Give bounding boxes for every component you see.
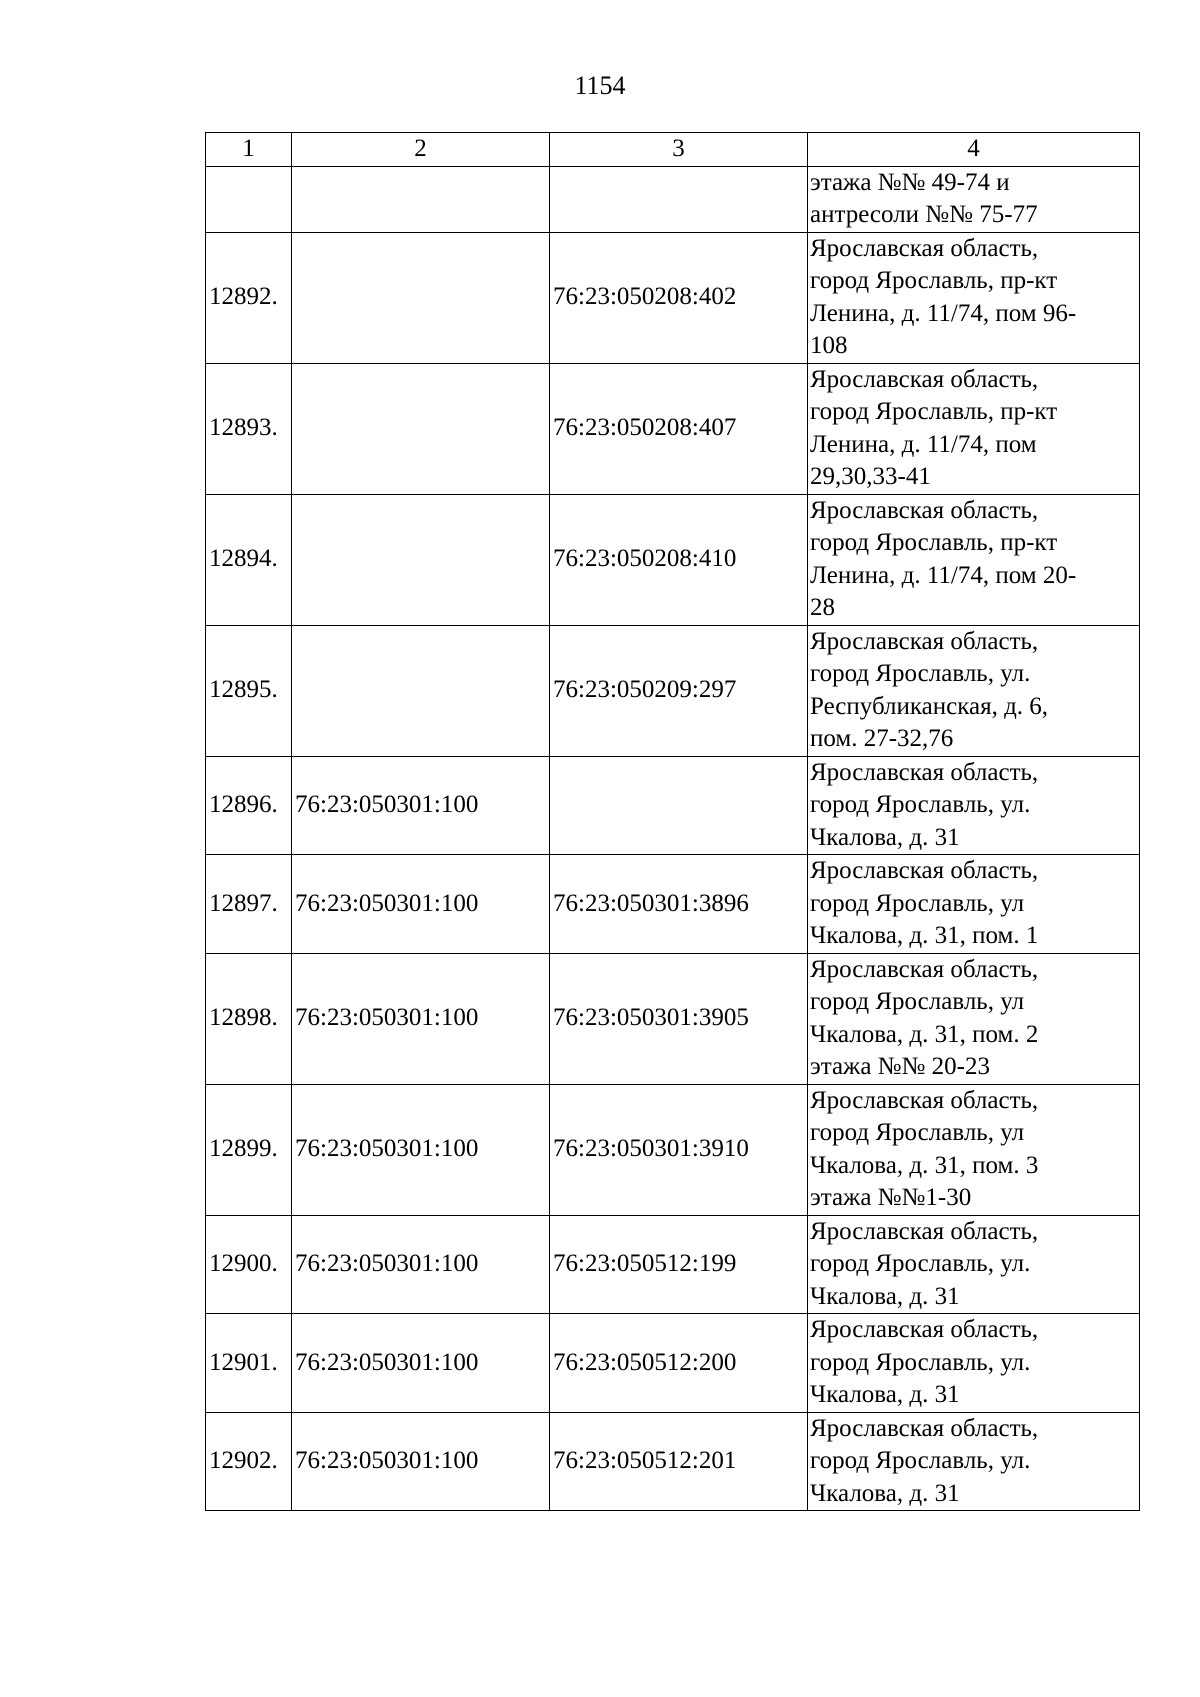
register-table-body (206, 133, 1140, 1511)
address-line: Ярославская область, (810, 234, 1039, 262)
address-line: Ленина, д. 11/74, пом 20- (810, 561, 1077, 589)
parcel-number-cell: 76:23:050301:100 (292, 1314, 550, 1413)
address-line: Чкалова, д. 31 (810, 1282, 960, 1310)
address-line: Республиканская, д. 6, (810, 692, 1049, 720)
address-line: 28 (810, 594, 835, 621)
address-cell (808, 756, 1140, 855)
address-line: город Ярославль, ул. (810, 1447, 1031, 1474)
address-line: город Ярославль, пр-кт (810, 398, 1058, 425)
table-row (206, 494, 1140, 625)
address-line: город Ярославль, ул. (810, 660, 1031, 687)
address-line: Ярославская область, (810, 1217, 1039, 1245)
address-line: Ленина, д. 11/74, пом 96- (810, 299, 1077, 327)
address-line: город Ярославль, ул. (810, 1348, 1031, 1376)
row-number-cell: 12895. (206, 625, 292, 756)
address-cell (808, 625, 1140, 756)
table-row (206, 1314, 1140, 1413)
table-row (206, 232, 1140, 363)
table-row (206, 1084, 1140, 1215)
address-line: город Ярославль, ул. (810, 791, 1031, 818)
address-cell (808, 1314, 1140, 1413)
register-table (205, 132, 1140, 1511)
parcel-number-cell: 76:23:050301:100 (292, 756, 550, 855)
address-line: Ярославская область, (810, 627, 1039, 655)
address-line: Чкалова, д. 31, пом. 1 (810, 922, 1039, 949)
address-line: Ярославская область, (810, 365, 1039, 393)
table-row (206, 166, 1140, 232)
address-line: этажа №№1-30 (810, 1184, 972, 1211)
cadastral-number-cell: 76:23:050301:3896 (550, 855, 808, 954)
table-row (206, 855, 1140, 954)
row-number-cell: 12897. (206, 855, 292, 954)
address-line: Чкалова, д. 31, пом. 2 (810, 1020, 1039, 1048)
parcel-number-cell (292, 232, 550, 363)
column-header-3: 3 (550, 133, 808, 167)
address-line: этажа №№ 20-23 (810, 1053, 990, 1080)
row-number-cell: 12901. (206, 1314, 292, 1413)
parcel-number-cell: 76:23:050301:100 (292, 1084, 550, 1215)
address-line: 29,30,33-41 (810, 463, 931, 490)
parcel-number-cell (292, 625, 550, 756)
row-number-cell: 12892. (206, 232, 292, 363)
address-cell (808, 363, 1140, 494)
cadastral-number-cell (550, 166, 808, 232)
address-line: Чкалова, д. 31 (810, 1479, 960, 1507)
cadastral-number-cell: 76:23:050209:297 (550, 625, 808, 756)
table-row (206, 625, 1140, 756)
cadastral-number-cell (550, 756, 808, 855)
table-row (206, 1412, 1140, 1511)
cadastral-number-cell: 76:23:050208:407 (550, 363, 808, 494)
address-line: Ленина, д. 11/74, пом (810, 430, 1037, 458)
address-line: пом. 27-32,76 (810, 725, 954, 752)
address-line: Ярославская область, (810, 758, 1039, 786)
parcel-number-cell (292, 166, 550, 232)
address-line: Чкалова, д. 31, пом. 3 (810, 1151, 1039, 1179)
address-line: Ярославская область, (810, 1316, 1039, 1343)
address-line: Чкалова, д. 31 (810, 823, 960, 851)
row-number-cell: 12902. (206, 1412, 292, 1511)
row-number-cell: 12900. (206, 1215, 292, 1314)
address-cell (808, 166, 1140, 232)
address-line: Ярославская область, (810, 1086, 1039, 1114)
cadastral-number-cell: 76:23:050301:3910 (550, 1084, 808, 1215)
address-line: Ярославская область, (810, 1414, 1039, 1442)
cadastral-number-cell: 76:23:050208:410 (550, 494, 808, 625)
address-line: город Ярославль, пр-кт (810, 529, 1058, 556)
address-line: город Ярославль, ул (810, 988, 1025, 1015)
parcel-number-cell: 76:23:050301:100 (292, 1412, 550, 1511)
cadastral-number-cell: 76:23:050512:200 (550, 1314, 808, 1413)
cadastral-number-cell: 76:23:050512:201 (550, 1412, 808, 1511)
row-number-cell: 12896. (206, 756, 292, 855)
parcel-number-cell: 76:23:050301:100 (292, 953, 550, 1084)
address-line: этажа №№ 49-74 и (810, 168, 1010, 196)
address-line: 108 (810, 332, 848, 359)
address-cell (808, 494, 1140, 625)
address-line: Чкалова, д. 31 (810, 1381, 960, 1408)
address-line: Ярославская область, (810, 955, 1039, 983)
address-line: город Ярославль, пр-кт (810, 267, 1058, 294)
column-header-4: 4 (808, 133, 1140, 167)
parcel-number-cell (292, 494, 550, 625)
cadastral-number-cell: 76:23:050301:3905 (550, 953, 808, 1084)
column-header-1: 1 (206, 133, 292, 167)
parcel-number-cell: 76:23:050301:100 (292, 855, 550, 954)
parcel-number-cell: 76:23:050301:100 (292, 1215, 550, 1314)
address-line: Ярославская область, (810, 496, 1039, 524)
table-header-row (206, 133, 1140, 167)
address-line: город Ярославль, ул (810, 889, 1025, 917)
address-cell (808, 1215, 1140, 1314)
address-cell (808, 232, 1140, 363)
row-number-cell: 12898. (206, 953, 292, 1084)
parcel-number-cell (292, 363, 550, 494)
address-cell (808, 1412, 1140, 1511)
row-number-cell: 12893. (206, 363, 292, 494)
address-cell (808, 855, 1140, 954)
address-line: Ярославская область, (810, 857, 1039, 884)
row-number-cell: 12899. (206, 1084, 292, 1215)
address-line: город Ярославль, ул (810, 1119, 1025, 1146)
table-row (206, 363, 1140, 494)
cadastral-number-cell: 76:23:050208:402 (550, 232, 808, 363)
column-header-2: 2 (292, 133, 550, 167)
cadastral-number-cell: 76:23:050512:199 (550, 1215, 808, 1314)
table-row (206, 1215, 1140, 1314)
page-number: 1154 (574, 71, 626, 100)
address-cell (808, 1084, 1140, 1215)
address-line: антресоли №№ 75-77 (810, 201, 1038, 228)
table-row (206, 756, 1140, 855)
address-cell (808, 953, 1140, 1084)
row-number-cell: 12894. (206, 494, 292, 625)
table-row (206, 953, 1140, 1084)
row-number-cell (206, 166, 292, 232)
address-line: город Ярославль, ул. (810, 1250, 1031, 1277)
